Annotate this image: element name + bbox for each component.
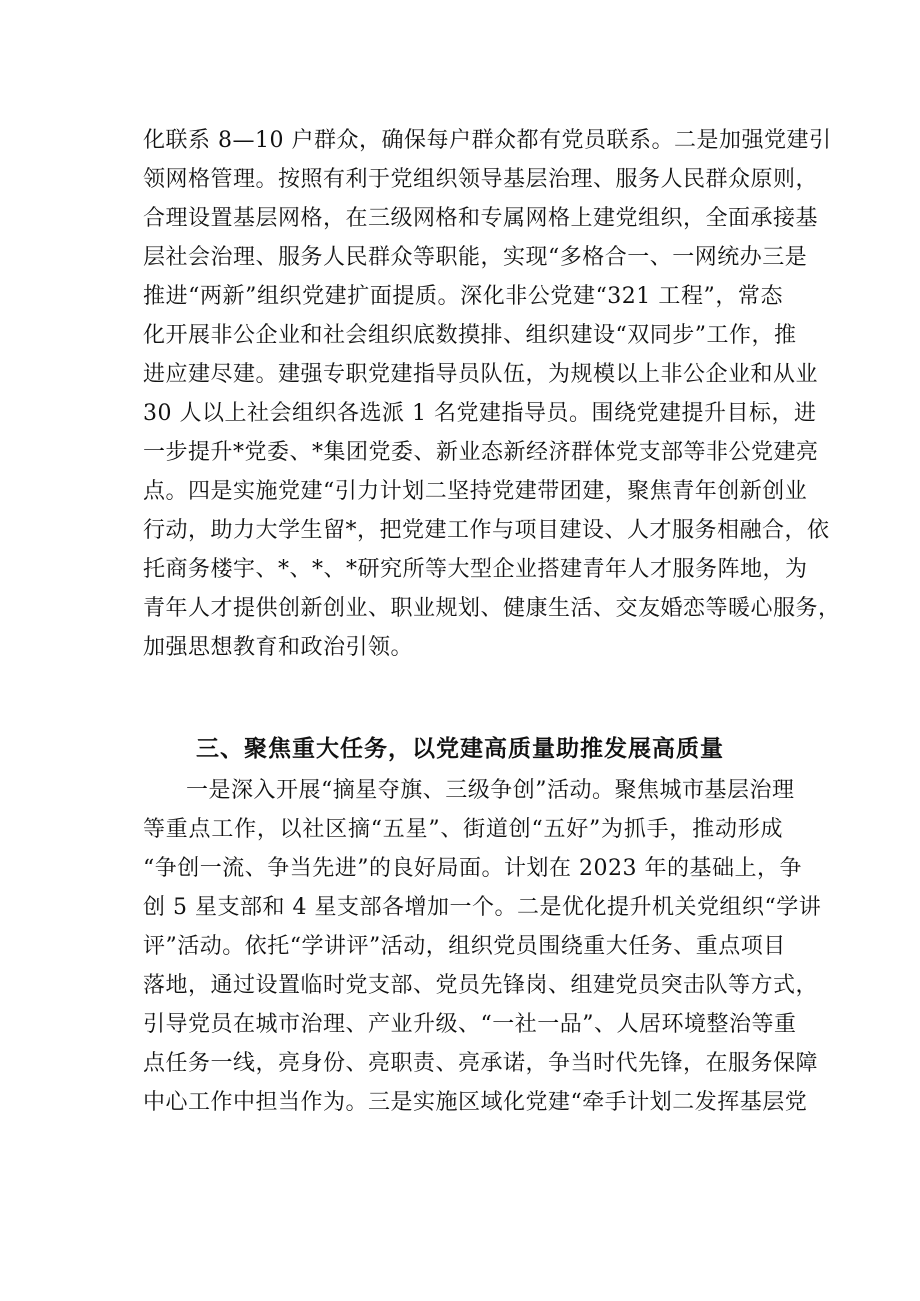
paragraph-line: 一是深入开展“摘星夺旗、三级争创”活动。聚焦城市基层治理 [186,778,795,803]
paragraph-line: 合理设置基层网格，在三级网格和专属网格上建党组织，全面承接基 [143,206,819,231]
paragraph-line: 化联系 8—10 户群众，确保每户群众都有党员联系。二是加强党建引 [143,128,832,153]
paragraph-line: 行动，助力大学生留*，把党建工作与项目建设、人才服务相融合，依 [143,518,830,543]
paragraph-line: 一步提升*党委、*集团党委、新业态新经济群体党支部等非公党建亮 [143,440,819,465]
paragraph-line: 化开展非公企业和社会组织底数摸排、组织建设“双同步”工作，推 [143,323,797,348]
paragraph-line: 托商务楼宇、*、*、*研究所等大型企业搭建青年人才服务阵地，为 [143,557,808,582]
paragraph-line: 领网格管理。按照有利于党组织领导基层治理、服务人民群众原则， [143,167,819,192]
paragraph-line: 青年人才提供创新创业、职业规划、健康生活、交友婚恋等暖心服务， [143,596,841,621]
paragraph-line: 创 5 星支部和 4 星支部各增加一个。二是优化提升机关党组织“学讲 [143,895,822,920]
paragraph-line: 点任务一线，亮身份、亮职责、亮承诺，争当时代先锋，在服务保障 [143,1051,819,1076]
paragraph-line: 推进“两新”组织党建扩面提质。深化非公党建“321 工程”，常态 [143,284,783,309]
paragraph-line: 加强思想教育和政治引领。 [143,635,414,660]
section-heading: 三、聚焦重大任务，以党建高质量助推发展高质量 [196,736,724,762]
paragraph-line: 点。四是实施党建“引力计划二坚持党建带团建，聚焦青年创新创业 [143,479,808,504]
paragraph-line: 评”活动。依托“学讲评”活动，组织党员围绕重大任务、重点项目 [143,934,786,959]
paragraph-line: 等重点工作，以社区摘“五星”、街道创“五好”为抓手，推动形成 [143,817,783,842]
paragraph-line: 引导党员在城市治理、产业升级、“一社一品”、人居环境整治等重 [143,1012,797,1037]
paragraph-line: 落地，通过设置临时党支部、党员先锋岗、组建党员突击队等方式， [143,973,819,998]
paragraph-line: 层社会治理、服务人民群众等职能，实现“多格合一、一网统办三是 [143,245,808,270]
paragraph-line: 30 人以上社会组织各选派 1 名党建指导员。围绕党建提升目标，进 [143,401,817,426]
paragraph-line: 中心工作中担当作为。三是实施区域化党建“牵手计划二发挥基层党 [143,1090,808,1115]
paragraph-line: 进应建尽建。建强专职党建指导员队伍，为规模以上非公企业和从业 [143,362,819,387]
paragraph-line: “争创一流、争当先进”的良好局面。计划在 2023 年的基础上，争 [143,856,802,881]
